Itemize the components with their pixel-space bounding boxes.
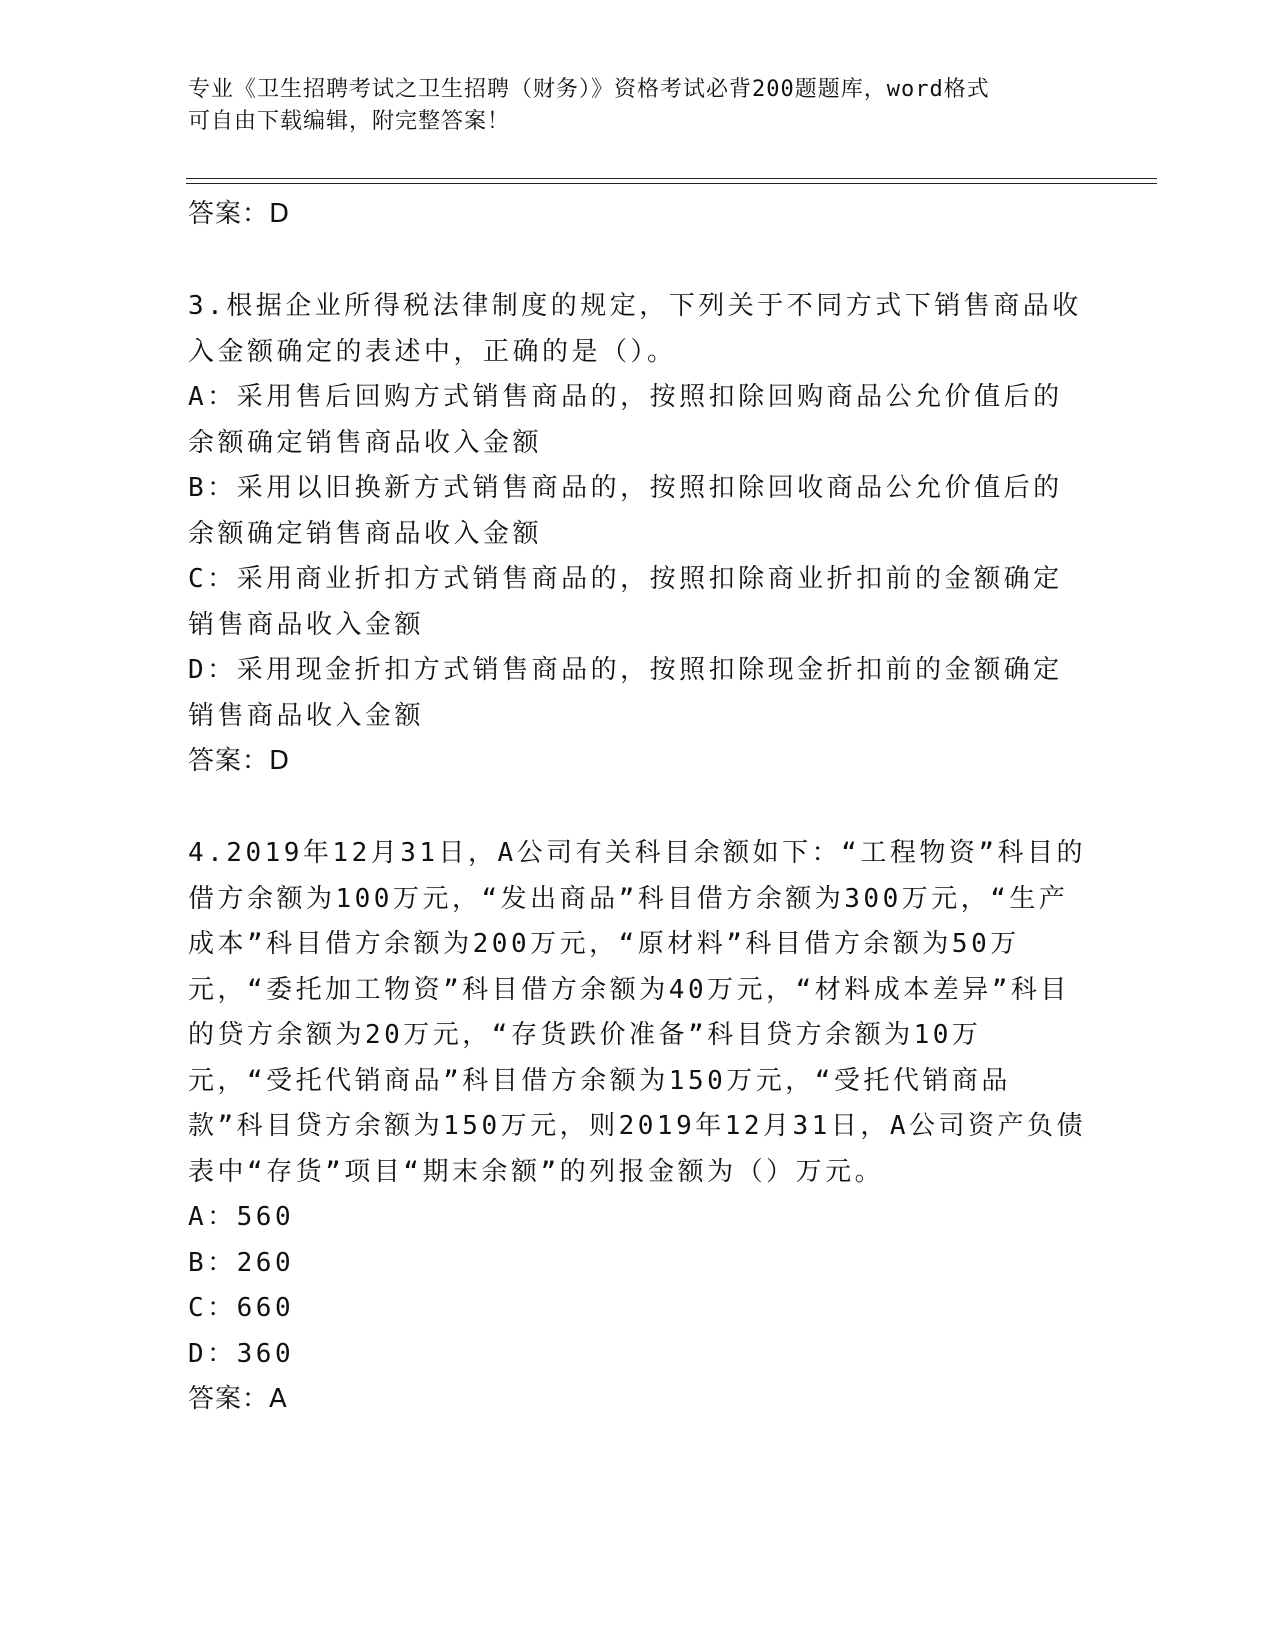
option-a: A：560 — [188, 1202, 295, 1232]
option-d: D：360 — [188, 1338, 295, 1369]
option-a: A：采用售后回购方式销售商品的，按照扣除回购商品公允价值后的余额确定销售商品收入金额 — [188, 382, 1063, 458]
question-block-4 — [188, 831, 1088, 1421]
spacer — [188, 236, 1088, 284]
previous-answer: 答案：D — [188, 199, 291, 229]
option-d: D：采用现金折扣方式销售商品的，按照扣除现金折扣前的金额确定销售商品收入金额 — [188, 655, 1063, 731]
header-title-line2: 可自由下载编辑，附完整答案！ — [188, 109, 511, 134]
option-b: B：260 — [188, 1247, 295, 1278]
option-c: C：采用商业折扣方式销售商品的，按照扣除商业折扣前的金额确定销售商品收入金额 — [188, 564, 1063, 640]
question-block-3 — [188, 284, 1088, 783]
answer-line: 答案：D — [188, 746, 291, 776]
option-c: C：660 — [188, 1293, 295, 1323]
document-header — [188, 74, 1088, 138]
question-stem: 4.2019年12月31日，A公司有关科目余额如下：“工程物资”科目的借方余额为100万元，“发出商品”科目借方余额为300万元，“生产成本”科目借方余额为200万元，“原材料”科目借方余额为50万元，“委托加工物资”科目借方余额为40万元，“材料成本差异”科目的贷方余额为20万元，“存货跌价准备”科目贷方余额为10万元，“受托代销商品”科目借方余额为150万元，“受托代销商品款”科目贷方余额为150万元，则2019年12月31日，A公司资产负债表中“存货”项目“期末余额”的列报金额为（）万元。 — [188, 838, 1086, 1187]
header-divider-bottom — [186, 183, 1157, 184]
option-b: B：采用以旧换新方式销售商品的，按照扣除回收商品公允价值后的余额确定销售商品收入金额 — [188, 473, 1063, 549]
spacer — [188, 783, 1088, 831]
answer-line: 答案：A — [188, 1384, 288, 1414]
header-title-line1: 专业《卫生招聘考试之卫生招聘（财务）》资格考试必背200题题库，word格式 — [188, 77, 990, 102]
question-stem: 3.根据企业所得税法律制度的规定，下列关于不同方式下销售商品收入金额确定的表述中，正确的是（）。 — [188, 291, 1082, 367]
document-body — [188, 192, 1088, 1421]
header-divider-top — [186, 178, 1157, 179]
